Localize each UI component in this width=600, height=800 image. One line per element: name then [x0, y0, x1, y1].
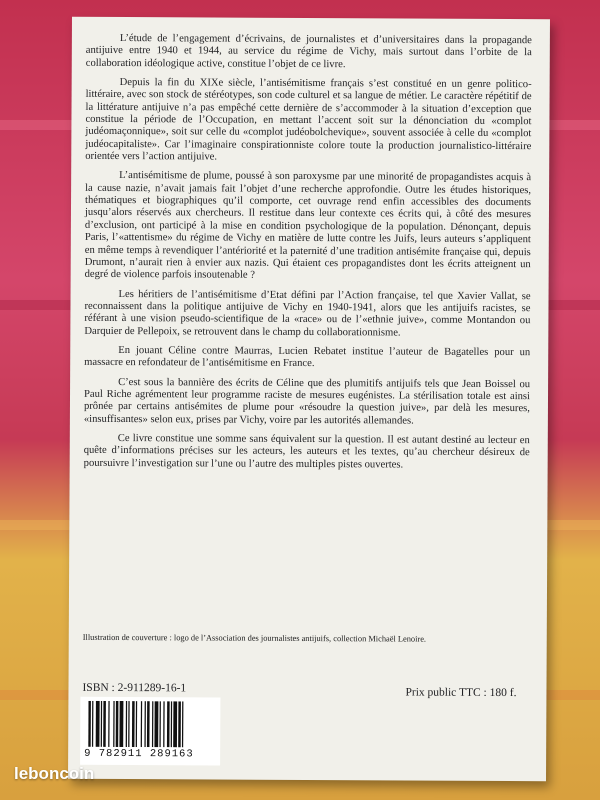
blurb-paragraph: L’étude de l’engagement d’écrivains, de journalistes et d’universitaires dans la propagande antijuive entre 1940 et 1944, au service du régime de Vichy, mais surtout dans l’orbite de la collaboration idéologique active, constitue l’objet de ce livre. — [85, 33, 532, 70]
barcode-bar — [101, 701, 102, 747]
price-label: Prix public TTC : 180 f. — [405, 686, 517, 700]
blurb-paragraph: Ce livre constitue une somme sans équivalent sur la question. Il est autant destiné au lecteur en quête d’informations précises sur les acteurs, les auteurs et les textes, qu’au chercheur désireux de poursuivre l’investigation sur l’une ou l’autre des multiples pistes ouvertes. — [83, 432, 530, 471]
book-back-cover — [68, 17, 550, 781]
barcode-bar — [116, 701, 119, 747]
barcode-bar — [119, 701, 123, 747]
barcode-bar — [88, 701, 91, 747]
barcode-bars — [88, 701, 212, 748]
barcode-bar — [167, 701, 170, 747]
blurb-paragraph: Depuis la fin du XIXe siècle, l’antisémitisme français s’est constitué en un genre politico-littéraire, avec son stock de stéréotypes, son code culturel et sa langue de métier. Le caractère répétitif de la littérature antijuive n’a pas empêché cette dernière de s’accommoder à la situation d’exception que constitue la période de l’Occupation, en mettant l’accent soit sur la dénonciation du «complot judéomaçonnique», soit sur celle du «complot judéobolchevique», souvent associée à celle du «complot judéocapitaliste». Car l’imaginaire conspirationniste colore toute la production journalistico-littéraire orientée vers l’action antijuive. — [85, 77, 532, 163]
leboncoin-watermark: leboncoin — [14, 764, 95, 783]
blurb-paragraph: C’est sous la bannière des écrits de Céline que des plumitifs antijuifs tels que Jean Boissel ou Paul Riche agrémentent leur programme raciste de mesures eugénistes. La stérilisation totale est ainsi prônée par certains antisémites de plume pour «résoudre la question juive», par delà les mesures, «insuffisantes» selon eux, prises par Vichy, voire par les autorités allemandes. — [83, 376, 531, 427]
isbn-label: ISBN : 2-911289-16-1 — [82, 681, 187, 695]
barcode-bar — [141, 701, 142, 747]
barcode-bar — [154, 701, 158, 747]
barcode-bar — [159, 701, 160, 747]
illustration-credit: Illustration de couverture : logo de l’Association des journalistes antijuifs, collection Michaël Lenoire. — [82, 632, 427, 644]
barcode-bar — [92, 701, 93, 747]
barcode-bar — [136, 701, 137, 747]
blurb-paragraph: Les héritiers de l’antisémitisme d’Etat défini par l’Action française, tel que Xavier Vallat, se reconnaissent dans la politique antijuive de Vichy en 1940-1941, alors que les antijuifs racistes, se référant à une vision pseudo-scientifique de la «race» ou de l’«ethnie juive», comme Montandon ou Darquier de Pellepoix, se retrouvent dans le champ du collaborationnisme. — [84, 288, 531, 339]
barcode-bar — [126, 701, 127, 747]
barcode-bar — [152, 701, 153, 747]
barcode-bar — [173, 701, 177, 747]
barcode-bar — [182, 701, 183, 747]
barcode-bar — [108, 701, 109, 747]
blurb-paragraph: En jouant Céline contre Maurras, Lucien Rebatet institue l’auteur de Bagatelles pour un massacre en refondateur de l’antisémitisme en France. — [84, 344, 531, 370]
barcode-bar — [171, 701, 172, 747]
barcode-bar — [128, 701, 129, 747]
barcode-bar — [96, 701, 100, 747]
blurb-paragraph: L’antisémitisme de plume, poussé à son paroxysme par une minorité de propagandistes acquis à la cause nazie, n’avait jamais fait l’objet d’une recherche approfondie. Outre les études historiques, thématiques et biographiques qu’il comporte, cet ouvrage rend enfin accessibles des documents jusqu’alors réservés aux chercheurs. Il restitue dans leur contexte ces écrits qui, à côté des mesures d’exclusion, ont participé à la mise en condition psychologique de la population. Dénonçant, depuis Paris, l’«attentisme» du régime de Vichy en matière de lutte contre les Juifs, leurs auteurs s’appliquent en même temps à revendiquer l’antériorité et la paternité d’une tradition antisémite française qui, depuis Drumont, n’aurait rien à envier aux nazis. Qui étaient ces propagandistes dont les écrits atteignent un degré de violence parfois insoutenable ? — [84, 170, 532, 281]
barcode-bar — [113, 701, 114, 747]
barcode-number: 9 782911 289163 — [84, 747, 194, 761]
barcode-bar — [103, 701, 106, 747]
blurb-text — [84, 33, 532, 479]
barcode-bar — [178, 701, 181, 747]
barcode — [80, 697, 220, 766]
barcode-bar — [147, 701, 150, 747]
barcode-bar — [132, 701, 135, 747]
barcode-bar — [144, 701, 145, 747]
barcode-bar — [163, 701, 164, 747]
